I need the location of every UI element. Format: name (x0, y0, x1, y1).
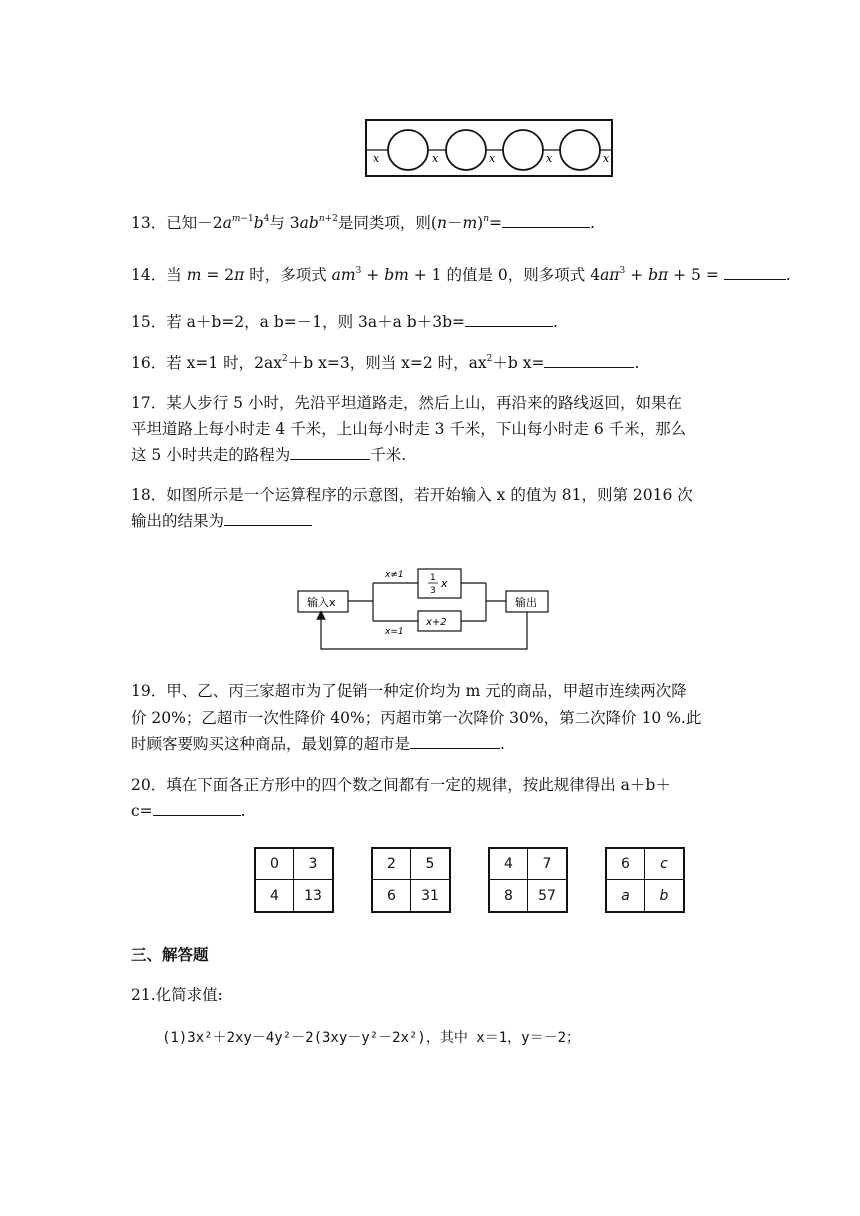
input-label: 输入x (307, 596, 336, 609)
grid-cell: 31 (421, 887, 439, 904)
chain-x-label: x (489, 152, 496, 165)
question-19-line3: 时顾客要购买这种商品，最划算的超市是 . (131, 735, 505, 753)
question-17-line3: 这 5 小时共走的路程为 千米. (131, 446, 407, 464)
question-18-line1: 18．如图所示是一个运算程序的示意图，若开始输入 x 的值为 81，则第 2016 次 (131, 486, 693, 504)
section-title: 三、解答题 (131, 946, 209, 964)
number-grid (254, 847, 334, 913)
question-18-line2: 输出的结果为 (131, 511, 312, 531)
answer-blank[interactable] (224, 511, 312, 526)
flow-diagram (293, 563, 555, 653)
answer-blank[interactable] (153, 801, 241, 816)
chain-x-label: x (432, 152, 439, 165)
op-third-den: 3 (430, 586, 436, 596)
cond-equals-one: x=1 (385, 627, 404, 637)
chain-circle (388, 130, 428, 170)
chain-x-label: x (546, 152, 553, 165)
op-plus-two-label: x+2 (426, 617, 447, 628)
answer-blank[interactable] (410, 734, 500, 749)
question-16: 16．若 x=1 时，$2ax^2+b$ x=3，则当 x=2 时，$ax^2+b$ x= . (131, 354, 640, 372)
chain-x-label: x (603, 152, 610, 165)
answer-blank[interactable] (502, 213, 590, 228)
grid-cell: 6 (607, 849, 645, 880)
number-grid (488, 847, 568, 913)
grid-cell: 4 (256, 880, 294, 911)
chain-circle (503, 130, 543, 170)
question-13: 13．已知$-2a^{m-1}b^4$与 $3ab^{n+2}$是同类项，则$(n-m)^n=$ . (131, 214, 595, 232)
question-14: 14．当 m = 2π 时，多项式 $am^3$ + bm + 1 的值是 0，则多项式 $4a\pi^3 + b\pi + 5$ = . (131, 266, 791, 284)
grid-cell: c (645, 849, 683, 880)
number-grid (371, 847, 451, 913)
grid-cell: 2 (373, 849, 411, 880)
answer-blank[interactable] (724, 265, 786, 280)
answer-blank[interactable] (290, 445, 370, 460)
op-third-box (418, 569, 461, 598)
chain-x-label: x (373, 152, 380, 165)
grid-cell: 4 (490, 849, 528, 880)
grid-cell: 0 (256, 849, 294, 880)
number-grid (605, 847, 685, 913)
grid-cell: b (659, 887, 669, 904)
answer-blank[interactable] (544, 353, 634, 368)
question-20-line2: c= . (131, 802, 246, 820)
grid-cell: 57 (538, 887, 556, 904)
output-label: 输出 (515, 596, 537, 609)
op-third-var: x (441, 577, 448, 590)
question-17-line2: 平坦道路上每小时走 4 千米，上山每小时走 3 千米，下山每小时走 6 千米，那么 (131, 420, 687, 438)
question-19-line2: 价 20%；乙超市一次性降价 40%；丙超市第一次降价 30%，第二次降价 10 %.此 (131, 709, 702, 727)
grid-cell: 5 (411, 849, 449, 880)
grid-cell: 13 (304, 887, 322, 904)
question-15: 15．若 a＋b=2，a b=－1，则 3a＋a b＋3b= . (131, 313, 558, 331)
grid-cell: 3 (294, 849, 332, 880)
question-17-line1: 17．某人步行 5 小时，先沿平坦道路走，然后上山，再沿来的路线返回，如果在 (131, 394, 682, 412)
answer-blank[interactable] (465, 312, 553, 327)
chain-circle (446, 130, 486, 170)
grid-cell: a (607, 880, 645, 911)
op-third-num: 1 (430, 573, 436, 583)
question-21-part1: (1)3x²＋2xy－4y²－2(3xy－y²－2x²)，其中 x＝1，y＝－2； (162, 1030, 581, 1046)
question-19-line1: 19．甲、乙、丙三家超市为了促销一种定价均为 m 元的商品，甲超市连续两次降 (131, 682, 687, 700)
circle-chain-figure (365, 118, 615, 180)
cond-not-one: x≠1 (385, 570, 404, 580)
grid-cell: 6 (373, 880, 411, 911)
question-21-title: 21.化简求值: (131, 986, 223, 1004)
chain-circle (560, 130, 600, 170)
grid-cell: 8 (490, 880, 528, 911)
grid-cell: 7 (528, 849, 566, 880)
question-20-line1: 20．填在下面各正方形中的四个数之间都有一定的规律，按此规律得出 a＋b＋ (131, 776, 671, 794)
